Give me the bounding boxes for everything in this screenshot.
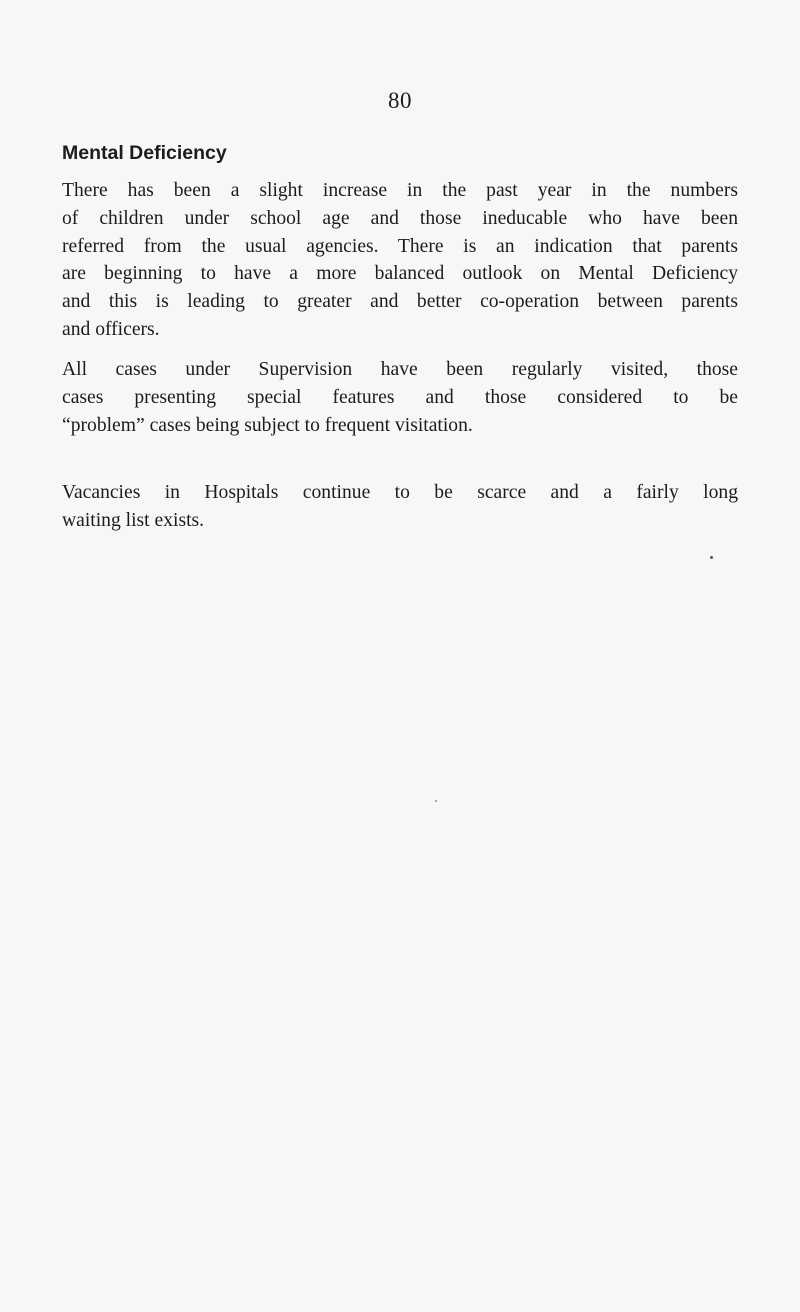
- section-heading: Mental Deficiency: [62, 142, 227, 164]
- paragraph-line: and officers.: [62, 318, 160, 340]
- paper-speck: [710, 556, 713, 559]
- paper-speck: [435, 800, 437, 802]
- paragraph-line: All cases under Supervision have been regularly visited, those: [62, 359, 738, 380]
- paragraph-line: are beginning to have a more balanced outlook on Mental Deficiency: [62, 263, 738, 285]
- paragraph-line: “problem” cases being subject to frequent visitation.: [62, 414, 473, 436]
- paragraph-line: cases presenting special features and those considered to be: [62, 386, 738, 408]
- paragraph-line: of children under school age and those ineducable who have been: [62, 207, 738, 229]
- paragraph-line: Vacancies in Hospitals continue to be scarce and a fairly long: [62, 482, 738, 503]
- paragraph-1: [62, 177, 738, 344]
- paragraph-line: waiting list exists.: [62, 509, 205, 531]
- paragraph-line: There has been a slight increase in the past year in the numbers: [62, 180, 738, 201]
- paragraph-line: and this is leading to greater and better co-operation between parents: [62, 291, 738, 313]
- paragraph-line: referred from the usual agencies. There is an indication that parents: [62, 235, 738, 257]
- paragraph-2: [62, 356, 738, 439]
- page-number: 80: [388, 88, 412, 113]
- paragraph-3: [62, 479, 738, 535]
